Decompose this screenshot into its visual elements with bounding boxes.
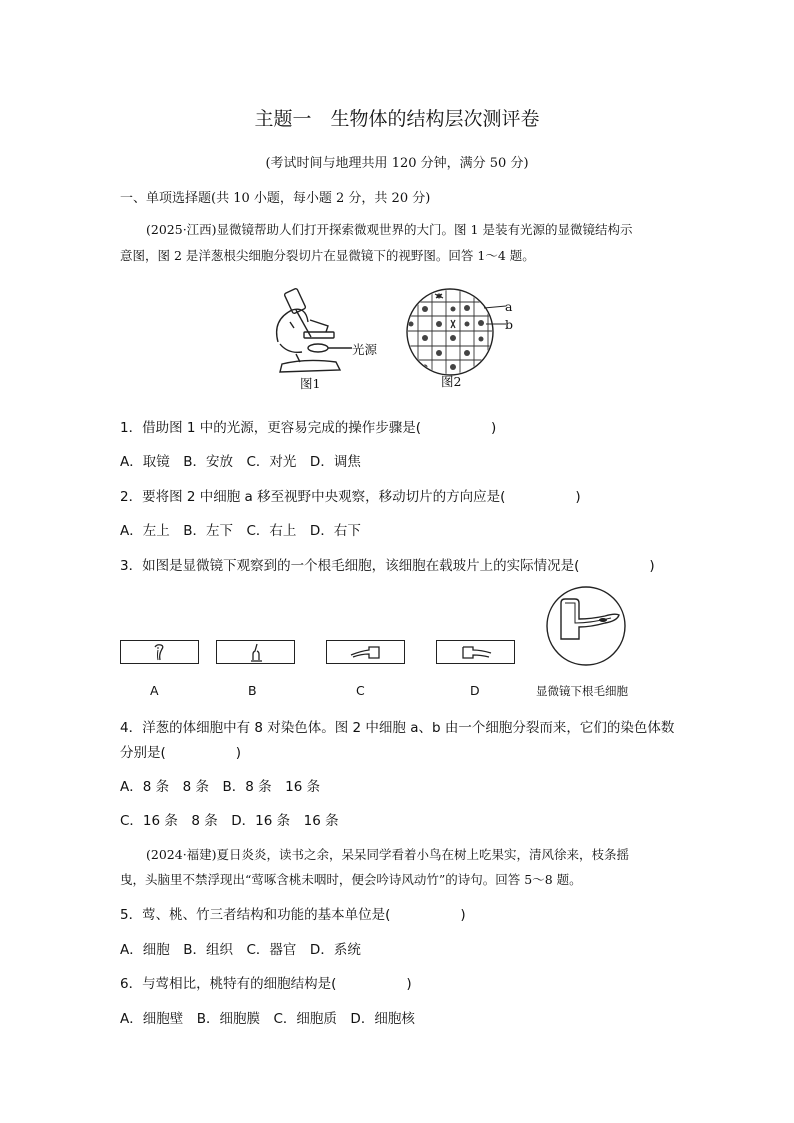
passage2-line1: (2024·福建)夏日炎炎，读书之余，呆呆同学看着小鸟在树上吃果实，清风徐来，枝条摇 (146, 847, 630, 862)
option-c-label: C (356, 683, 365, 698)
cell-b-label: b (505, 317, 514, 332)
root-tip-cells-figure (406, 288, 516, 378)
question-5-stem: 5．莺、桃、竹三者结构和功能的基本单位是( (120, 907, 391, 923)
root-hair-cell-reference (545, 585, 627, 667)
passage1-line1: (2025·江西)显微镜帮助人们打开探索微观世界的大门。图 1 是装有光源的显微镜结构示 (146, 222, 633, 237)
question-1-stem: 1．借助图 1 中的光源，更容易完成的操作步骤是( (120, 420, 422, 436)
option-a-label: A (150, 683, 159, 698)
question-2: 2．要将图 2 中细胞 a 移至视野中央观察，移动切片的方向应是( ) (120, 489, 581, 505)
cell-a-label: a (505, 299, 513, 314)
question-1: 1．借助图 1 中的光源，更容易完成的操作步骤是( ) (120, 420, 497, 436)
question-6-stem: 6．与莺相比，桃特有的细胞结构是( (120, 976, 337, 992)
option-c-box (326, 640, 405, 664)
passage2-line2: 曳，头脑里不禁浮现出“莺啄含桃未咽时，便会吟诗风动竹”的诗句。回答 5～8 题。 (120, 872, 582, 887)
question-6: 6．与莺相比，桃特有的细胞结构是( ) (120, 976, 412, 992)
question-4-line2: 分别是( ) (120, 745, 242, 761)
option-d-box (436, 640, 515, 664)
question-4-line1: 4．洋葱的体细胞中有 8 对染色体。图 2 中细胞 a、b 由一个细胞分裂而来，它们的染色体数 (120, 720, 675, 736)
question-3-stem: 3．如图是显微镜下观察到的一个根毛细胞，该细胞在载玻片上的实际情况是( (120, 558, 580, 574)
question-1-options: A．取镜 B．安放 C．对光 D．调焦 (120, 454, 361, 470)
light-source-label: 光源 (352, 342, 378, 357)
microscope-figure (266, 282, 386, 377)
page-title: 主题一 生物体的结构层次测评卷 (254, 108, 540, 130)
section-heading: 一、单项选择题(共 10 小题，每小题 2 分，共 20 分) (120, 191, 431, 206)
question-6-options: A．细胞壁 B．细胞膜 C．细胞质 D．细胞核 (120, 1011, 415, 1027)
passage1-line2: 意图，图 2 是洋葱根尖细胞分裂切片在显微镜下的视野图。回答 1～4 题。 (120, 248, 535, 263)
question-2-stem: 2．要将图 2 中细胞 a 移至视野中央观察，移动切片的方向应是( (120, 489, 506, 505)
figure2-caption: 图2 (441, 374, 462, 389)
exam-subtitle: (考试时间与地理共用 120 分钟，满分 50 分) (265, 156, 529, 171)
question-5: 5．莺、桃、竹三者结构和功能的基本单位是( ) (120, 907, 466, 923)
option-a-box (120, 640, 199, 664)
reference-caption: 显微镜下根毛细胞 (536, 684, 628, 698)
question-5-options: A．细胞 B．组织 C．器官 D．系统 (120, 942, 361, 958)
question-4-options-2: C．16 条 8 条 D．16 条 16 条 (120, 813, 339, 829)
option-b-box (216, 640, 295, 664)
option-b-label: B (248, 683, 257, 698)
question-2-options: A．左上 B．左下 C．右上 D．右下 (120, 523, 361, 539)
option-d-label: D (470, 683, 480, 698)
question-4-options-1: A．8 条 8 条 B．8 条 16 条 (120, 779, 321, 795)
question-3: 3．如图是显微镜下观察到的一个根毛细胞，该细胞在载玻片上的实际情况是( ) (120, 558, 655, 574)
figure1-caption: 图1 (300, 376, 321, 391)
